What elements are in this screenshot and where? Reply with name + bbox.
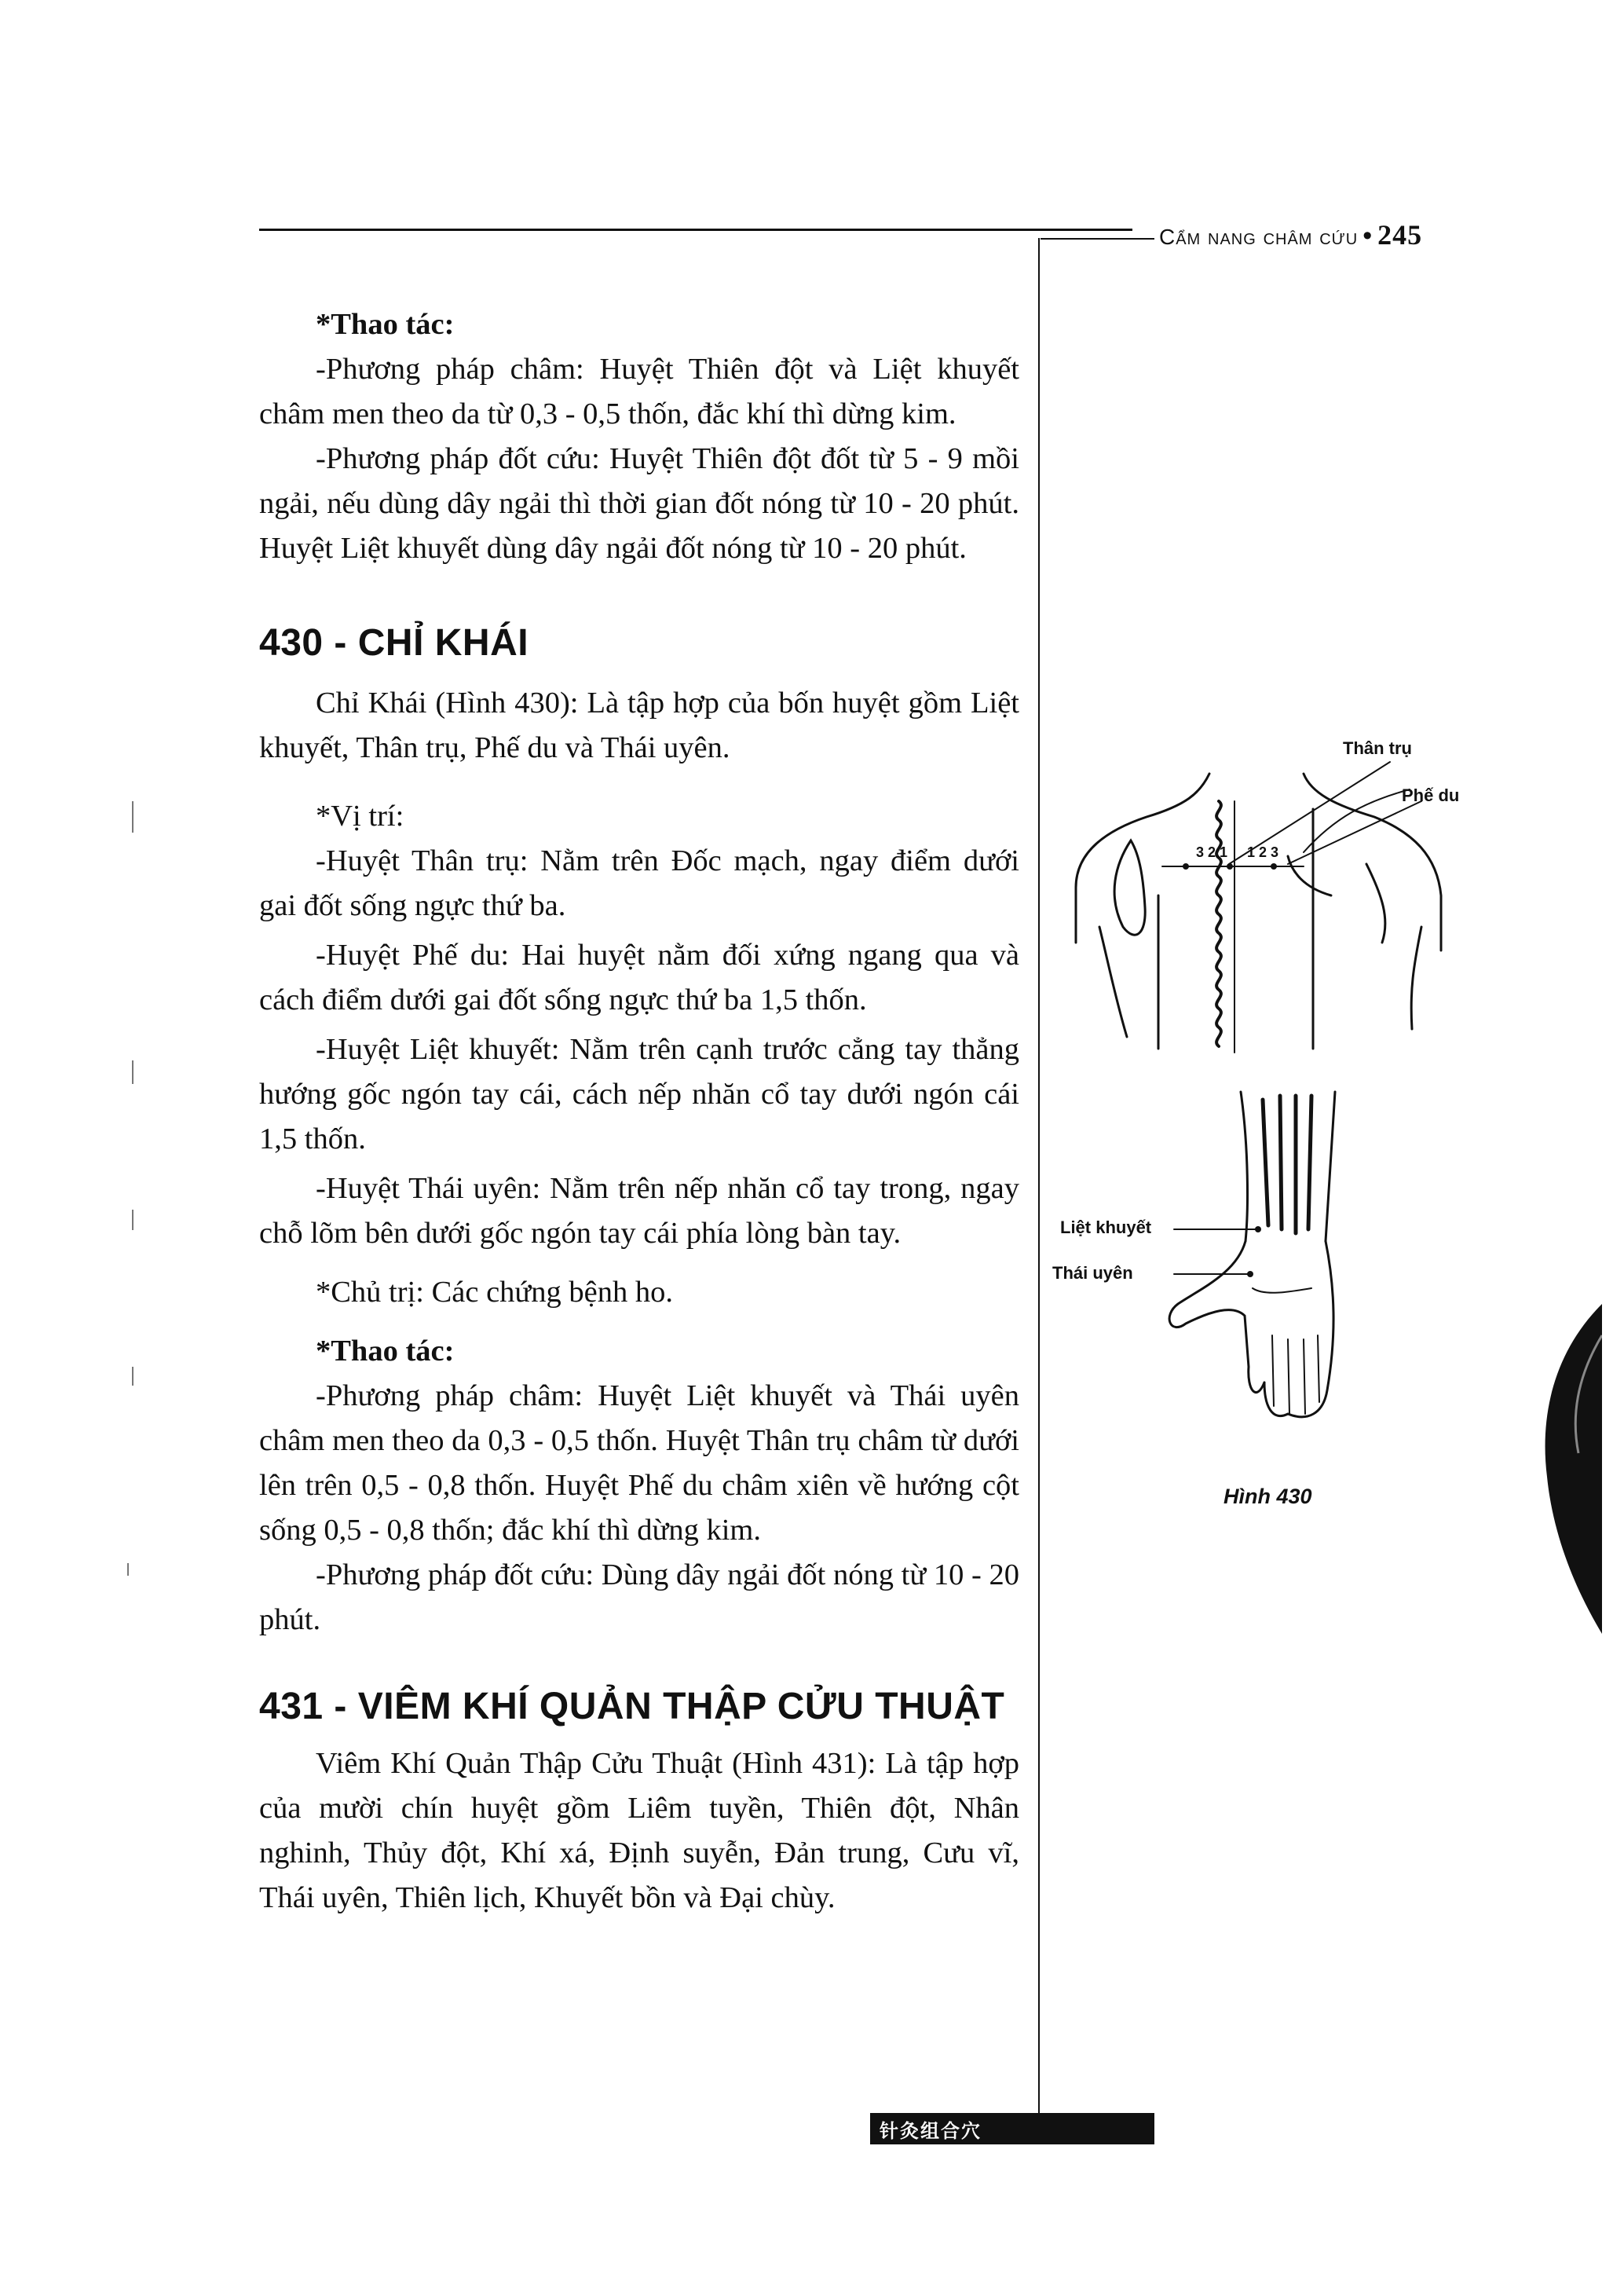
spine-line	[1216, 801, 1221, 1046]
bullet-separator: •	[1362, 221, 1373, 251]
main-text-column	[259, 302, 1019, 1921]
scan-speck	[132, 1060, 134, 1084]
scapula-right	[1366, 864, 1385, 943]
section-430-intro: Chỉ Khái (Hình 430): Là tập hợp của bốn huyệt gồm Liệt khuyết, Thân trụ, Phế du và Thái uyên.	[259, 687, 1019, 764]
footer-bar	[870, 2113, 1154, 2144]
left-shoulder-outline	[1076, 774, 1209, 943]
column-divider	[1038, 238, 1040, 2115]
phuong-phap-dot-cuu: -Phương pháp đốt cứu: Huyệt Thiên đột đốt từ 5 - 9 mồi ngải, nếu dùng dây ngải thì thời gian đốt nóng từ 10 - 20 phút. Huyệt Liệt khuyết dùng dây ngải đốt nóng từ 10 - 20 phút.	[259, 442, 1019, 565]
vi-tri-heading: *Vị trí:	[316, 800, 404, 833]
scapula-left	[1114, 840, 1145, 935]
chu-tri: *Chủ trị: Các chứng bệnh ho.	[316, 1276, 673, 1309]
left-back-contour	[1099, 927, 1127, 1037]
vi-tri-than-tru: -Huyệt Thân trụ: Nằm trên Đốc mạch, ngay điểm dưới gai đốt sống ngực thứ ba.	[259, 844, 1019, 922]
thao-tac-heading-2: *Thao tác:	[316, 1335, 455, 1368]
right-back-contour	[1411, 927, 1421, 1029]
vi-tri-thai-uyen: -Huyệt Thái uyên: Nằm trên nếp nhăn cổ tay trong, ngay chỗ lõm bên dưới gốc ngón tay cái phía lòng bàn tay.	[259, 1172, 1019, 1250]
label-phe-du: Phế du	[1402, 785, 1460, 805]
scan-speck	[127, 1563, 129, 1576]
marker-right: 1 2 3	[1247, 844, 1279, 860]
section-430-title: 430 - CHỈ KHÁI	[259, 622, 529, 664]
figure-430	[1052, 738, 1492, 1524]
figure-caption: Hình 430	[1223, 1485, 1312, 1508]
page-number: 245	[1377, 219, 1423, 251]
header-rule-right	[1041, 238, 1154, 240]
vi-tri-phe-du: -Huyệt Phế du: Hai huyệt nằm đối xứng ngang qua và cách điểm dưới gai đốt sống ngực thứ ba 1,5 thốn.	[259, 939, 1019, 1016]
scan-speck	[132, 1367, 134, 1386]
label-than-tru: Thân trụ	[1343, 738, 1412, 758]
section-431-intro: Viêm Khí Quản Thập Cửu Thuật (Hình 431): Là tập hợp của mười chín huyệt gồm Liêm tuyền, Thiên đột, Nhân nghinh, Thủy đột, Khí xá, Định suyễn, Đản trung, Cưu vĩ, Thái uyên, Thiên lịch, Khuyết bồn và Đại chùy.	[259, 1747, 1019, 1914]
phuong-phap-dot-cuu-2: -Phương pháp đốt cứu: Dùng dây ngải đốt nóng từ 10 - 20 phút.	[259, 1558, 1019, 1636]
wrist-crease	[1253, 1288, 1311, 1293]
forearm-tendons	[1263, 1096, 1311, 1233]
scan-speck	[132, 801, 134, 833]
point-liet-khuyet	[1255, 1226, 1261, 1232]
scan-speck	[132, 1210, 134, 1230]
label-thai-uyen: Thái uyên	[1052, 1263, 1133, 1283]
marker-left: 3 2 1	[1196, 844, 1228, 860]
back-muscle-contour	[1288, 856, 1331, 895]
scan-shadow	[1461, 1304, 1602, 1634]
section-431-title: 431 - VIÊM KHÍ QUẢN THẬP CỬU THUẬT	[259, 1686, 1005, 1727]
forearm-outline-right	[1326, 1092, 1335, 1241]
forearm-outline-left	[1241, 1092, 1247, 1241]
leader-phe-du-2	[1304, 789, 1410, 852]
finger-lines	[1272, 1335, 1319, 1414]
point-thai-uyen	[1247, 1271, 1253, 1277]
point-than-tru	[1227, 863, 1233, 870]
vi-tri-liet-khuyet: -Huyệt Liệt khuyết: Nằm trên cạnh trước cẳng tay thẳng hướng gốc ngón tay cái, cách nếp nhăn cổ tay dưới ngón cái 1,5 thốn.	[259, 1033, 1019, 1155]
point-phe-du-left	[1183, 863, 1189, 870]
phuong-phap-cham-2: -Phương pháp châm: Huyệt Liệt khuyết và Thái uyên châm men theo da 0,3 - 0,5 thốn. Huyệt Thân trụ châm từ dưới lên trên 0,5 - 0,8 thốn. Huyệt Phế du châm xiên về hướng cột sống 0,5 - 0,8 thốn; đắc khí thì dừng kim.	[259, 1379, 1019, 1547]
thumb-outline	[1169, 1241, 1264, 1393]
footer-chinese-text: 针灸组合穴	[880, 2119, 982, 2142]
running-header	[1159, 218, 1422, 251]
thao-tac-heading: *Thao tác:	[316, 308, 455, 341]
label-liet-khuyet: Liệt khuyết	[1060, 1218, 1152, 1237]
point-phe-du-right	[1271, 863, 1277, 870]
hand-outline	[1264, 1241, 1333, 1417]
running-title: Cẩm nang châm cứu	[1159, 225, 1359, 249]
phuong-phap-cham: -Phương pháp châm: Huyệt Thiên đột và Liệt khuyết châm men theo da từ 0,3 - 0,5 thốn, đắc khí thì dừng kim.	[259, 353, 1019, 430]
header-rule	[259, 229, 1132, 231]
